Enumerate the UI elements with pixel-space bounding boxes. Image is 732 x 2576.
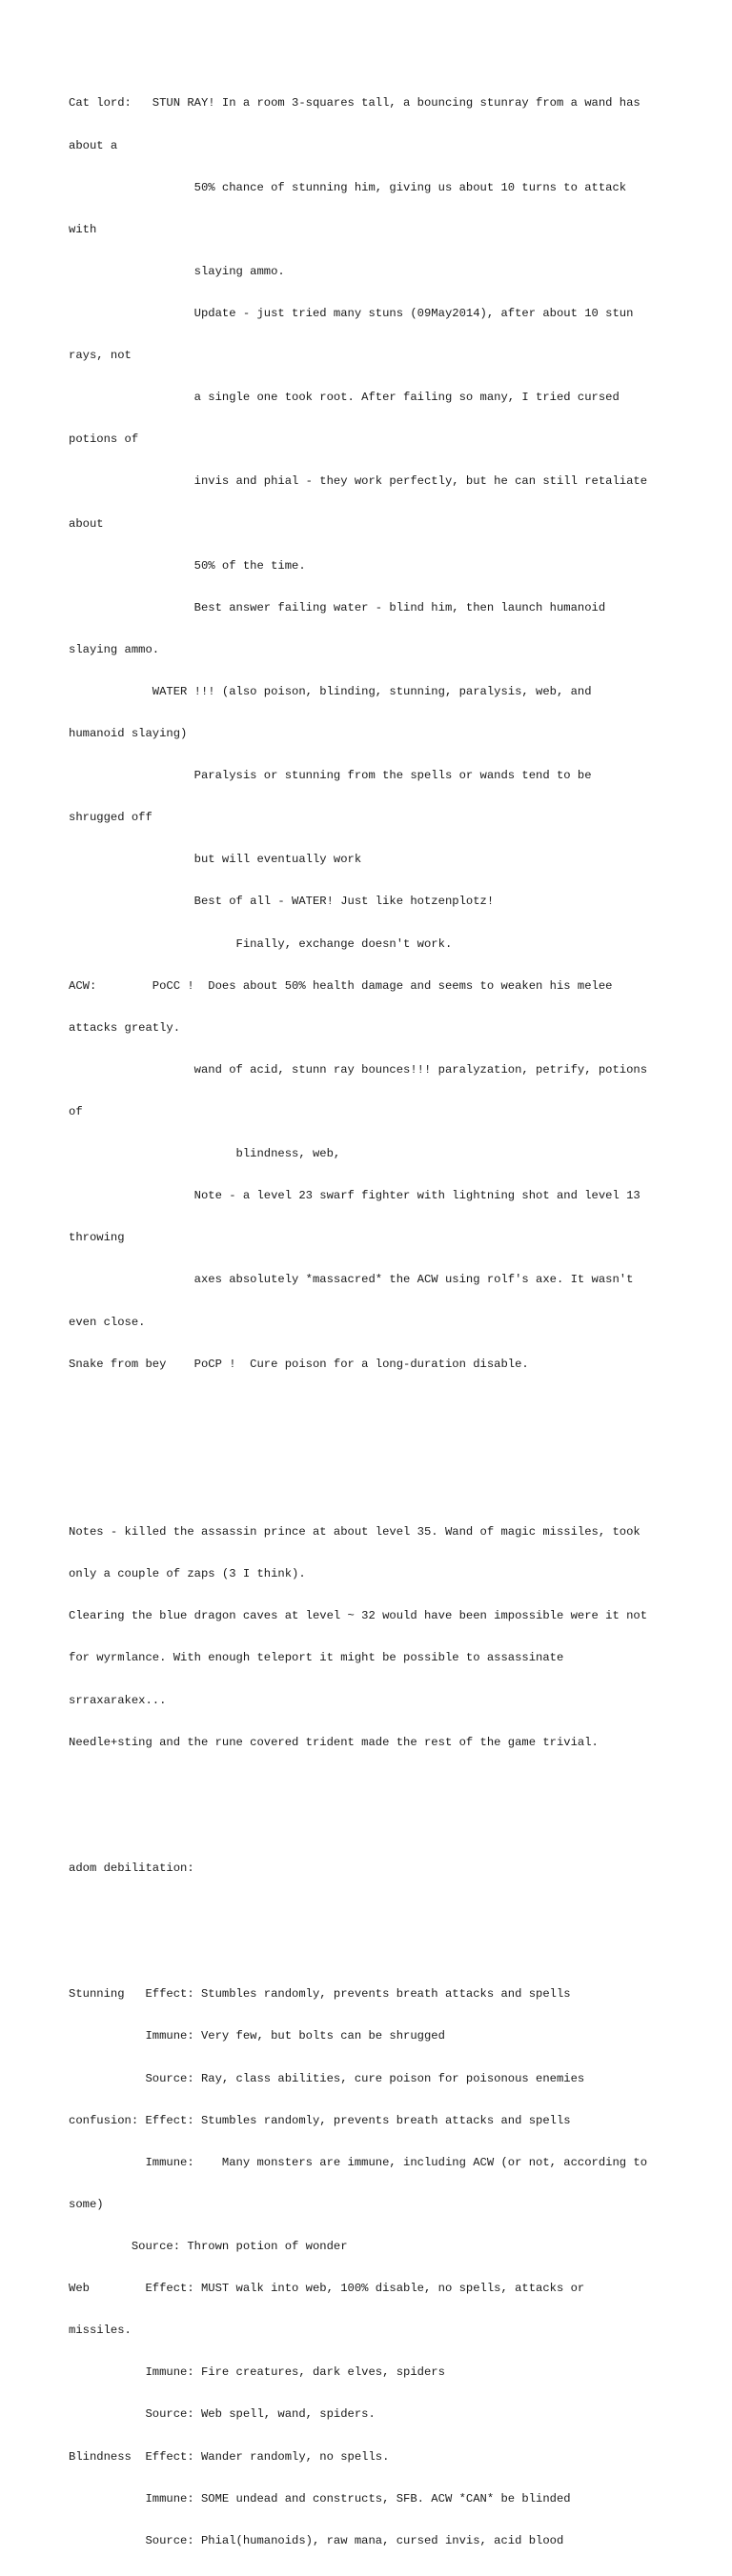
text-line: Clearing the blue dragon caves at level ~ 32 would have been impossible were it not <box>69 1609 648 1623</box>
text-line: missiles. <box>69 2324 132 2338</box>
text-line: Source: Ray, class abilities, cure poison for poisonous enemies <box>69 2071 585 2085</box>
text-line: ACW: PoCC ! Does about 50% health damage and seems to weaken his melee <box>69 978 613 993</box>
text-line: WATER !!! (also poison, blinding, stunning, paralysis, web, and <box>69 684 592 698</box>
text-line <box>69 1820 679 1834</box>
text-line: humanoid slaying) <box>69 727 188 741</box>
text-line: Immune: SOME undead and constructs, SFB. ACW *CAN* be blinded <box>69 2491 571 2506</box>
text-line: throwing <box>69 1231 125 1245</box>
text-line: Blindness Effect: Wander randomly, no spells. <box>69 2449 390 2464</box>
text-line: shrugged off <box>69 811 152 825</box>
text-line: attacks greatly. <box>69 1020 181 1035</box>
text-line: Needle+sting and the rune covered trident made the rest of the game trivial. <box>69 1735 599 1749</box>
text-line: Immune: Many monsters are immune, including ACW (or not, according to <box>69 2155 648 2169</box>
text-line: a single one took root. After failing so many, I tried cursed <box>69 391 620 405</box>
text-line: 50% of the time. <box>69 558 306 573</box>
text-line: Update - just tried many stuns (09May2014), after about 10 stun <box>69 306 634 320</box>
text-line: potions of <box>69 433 139 447</box>
text-line: Finally, exchange doesn't work. <box>69 936 453 951</box>
text-line: of <box>69 1105 83 1119</box>
text-line: Notes - killed the assassin prince at about level 35. Wand of magic missiles, took <box>69 1525 640 1540</box>
text-line: Cat lord: STUN RAY! In a room 3-squares tall, a bouncing stunray from a wand has <box>69 96 640 111</box>
text-line: only a couple of zaps (3 I think). <box>69 1567 306 1581</box>
text-line <box>69 1778 679 1792</box>
text-line: Snake from bey PoCP ! Cure poison for a long-duration disable. <box>69 1357 529 1371</box>
text-line: Best of all - WATER! Just like hotzenplotz! <box>69 895 495 909</box>
text-line: with <box>69 222 97 236</box>
text-line <box>69 1399 679 1414</box>
text-line: slaying ammo. <box>69 264 285 278</box>
text-line: axes absolutely *massacred* the ACW using rolf's axe. It wasn't <box>69 1273 634 1287</box>
text-line: Source: Phial(humanoids), raw mana, cursed invis, acid blood <box>69 2533 564 2547</box>
text-line: wand of acid, stunn ray bounces!!! paralyzation, petrify, potions <box>69 1062 648 1077</box>
text-line: Source: Thrown potion of wonder <box>69 2239 348 2253</box>
text-line: Web Effect: MUST walk into web, 100% disable, no spells, attacks or <box>69 2282 585 2296</box>
text-line: blindness, web, <box>69 1147 341 1161</box>
text-line: Note - a level 23 swarf fighter with lightning shot and level 13 <box>69 1189 640 1203</box>
text-line: for wyrmlance. With enough teleport it might be possible to assassinate <box>69 1651 564 1665</box>
text-line: Immune: Very few, but bolts can be shrugged <box>69 2029 445 2043</box>
text-line: Best answer failing water - blind him, then launch humanoid <box>69 600 606 614</box>
section-heading: adom debilitation: <box>69 1862 194 1875</box>
text-line <box>69 1903 679 1918</box>
text-line: about a <box>69 138 118 152</box>
text-line: confusion: Effect: Stumbles randomly, prevents breath attacks and spells <box>69 2113 571 2127</box>
text-line: srraxarakex... <box>69 1693 167 1707</box>
text-line: about <box>69 516 104 531</box>
text-line: 50% chance of stunning him, giving us about 10 turns to attack <box>69 180 627 194</box>
text-line: even close. <box>69 1315 146 1329</box>
text-line: some) <box>69 2197 104 2211</box>
text-line: but will eventually work <box>69 853 362 867</box>
text-line <box>69 1441 679 1456</box>
text-line <box>69 1945 679 1960</box>
text-line: Stunning Effect: Stumbles randomly, prevents breath attacks and spells <box>69 1987 571 2002</box>
text-line: Immune: Fire creatures, dark elves, spiders <box>69 2365 445 2380</box>
text-line: Source: Web spell, wand, spiders. <box>69 2407 376 2422</box>
text-line: invis and phial - they work perfectly, but he can still retaliate <box>69 474 648 489</box>
text-line: slaying ammo. <box>69 642 160 656</box>
document-body <box>69 69 679 2576</box>
text-line: Paralysis or stunning from the spells or wands tend to be <box>69 769 592 783</box>
text-line: rays, not <box>69 349 132 363</box>
text-line <box>69 1483 679 1498</box>
